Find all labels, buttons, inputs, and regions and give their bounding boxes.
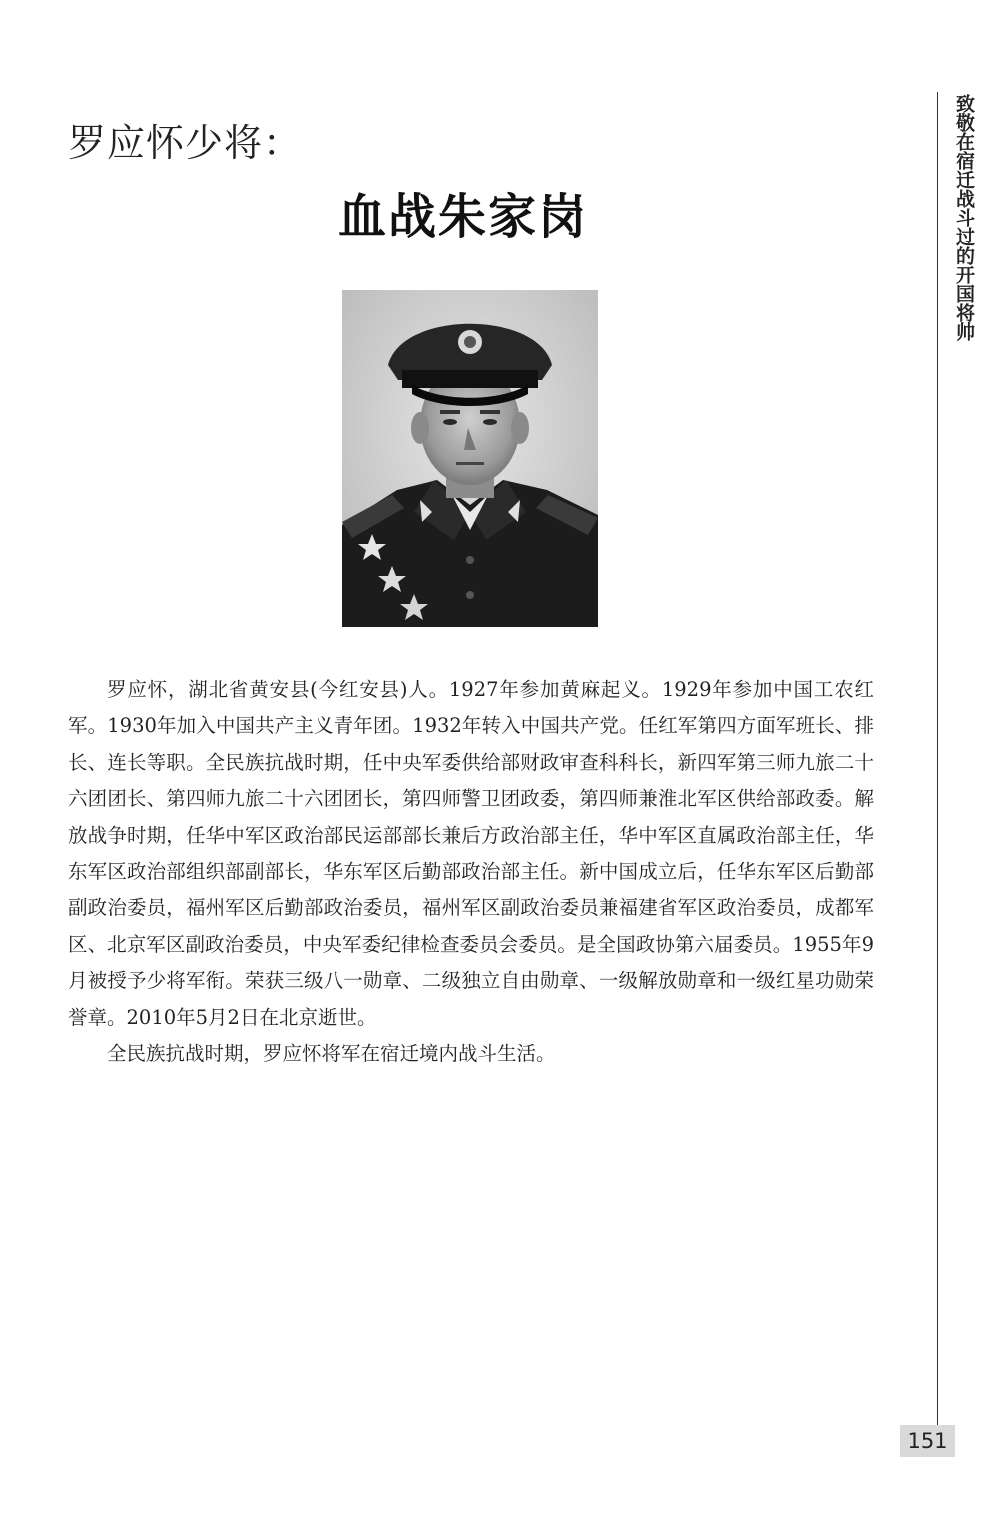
biography-text <box>68 672 874 1072</box>
portrait-photo-icon <box>342 290 598 627</box>
context-paragraph: 全民族抗战时期，罗应怀将军在宿迁境内战斗生活。 <box>107 1042 556 1066</box>
biography-paragraph: 罗应怀，湖北省黄安县(今红安县)人。1927年参加黄麻起义。1929年参加中国工农红军。1930年加入中国共产主义青年团。1932年转入中国共产党。任红军第四方面军班长、排长、连长等职。全民族抗战时期，任中央军委供给部财政审查科科长，新四军第三师九旅二十六团团长、第四师九旅二十六团团长，第四师警卫团政委，第四师兼淮北军区供给部政委。解放战争时期，任华中军区政治部民运部部长兼后方政治部主任，华中军区直属政治部主任，华东军区政治部组织部副部长，华东军区后勤部政治部主任。新中国成立后，任华东军区后勤部副政治委员，福州军区后勤部政治委员，福州军区副政治委员兼福建省军区政治委员，成都军区、北京军区副政治委员，中央军委纪律检查委员会委员。是全国政协第六届委员。1955年9月被授予少将军衔。荣获三级八一勋章、二级独立自由勋章、一级解放勋章和一级红星功勋荣誉章。2010年5月2日在北京逝世。 <box>68 678 874 1029</box>
article-subtitle: 血战朱家岗 <box>338 189 589 245</box>
sidebar-divider <box>937 92 938 1430</box>
page-number: 151 <box>900 1425 955 1457</box>
running-title: 致敬在宿迁战斗过的开国将帅 <box>953 94 975 341</box>
article-title: 罗应怀少将： <box>68 121 303 165</box>
portrait-photo <box>342 290 598 627</box>
